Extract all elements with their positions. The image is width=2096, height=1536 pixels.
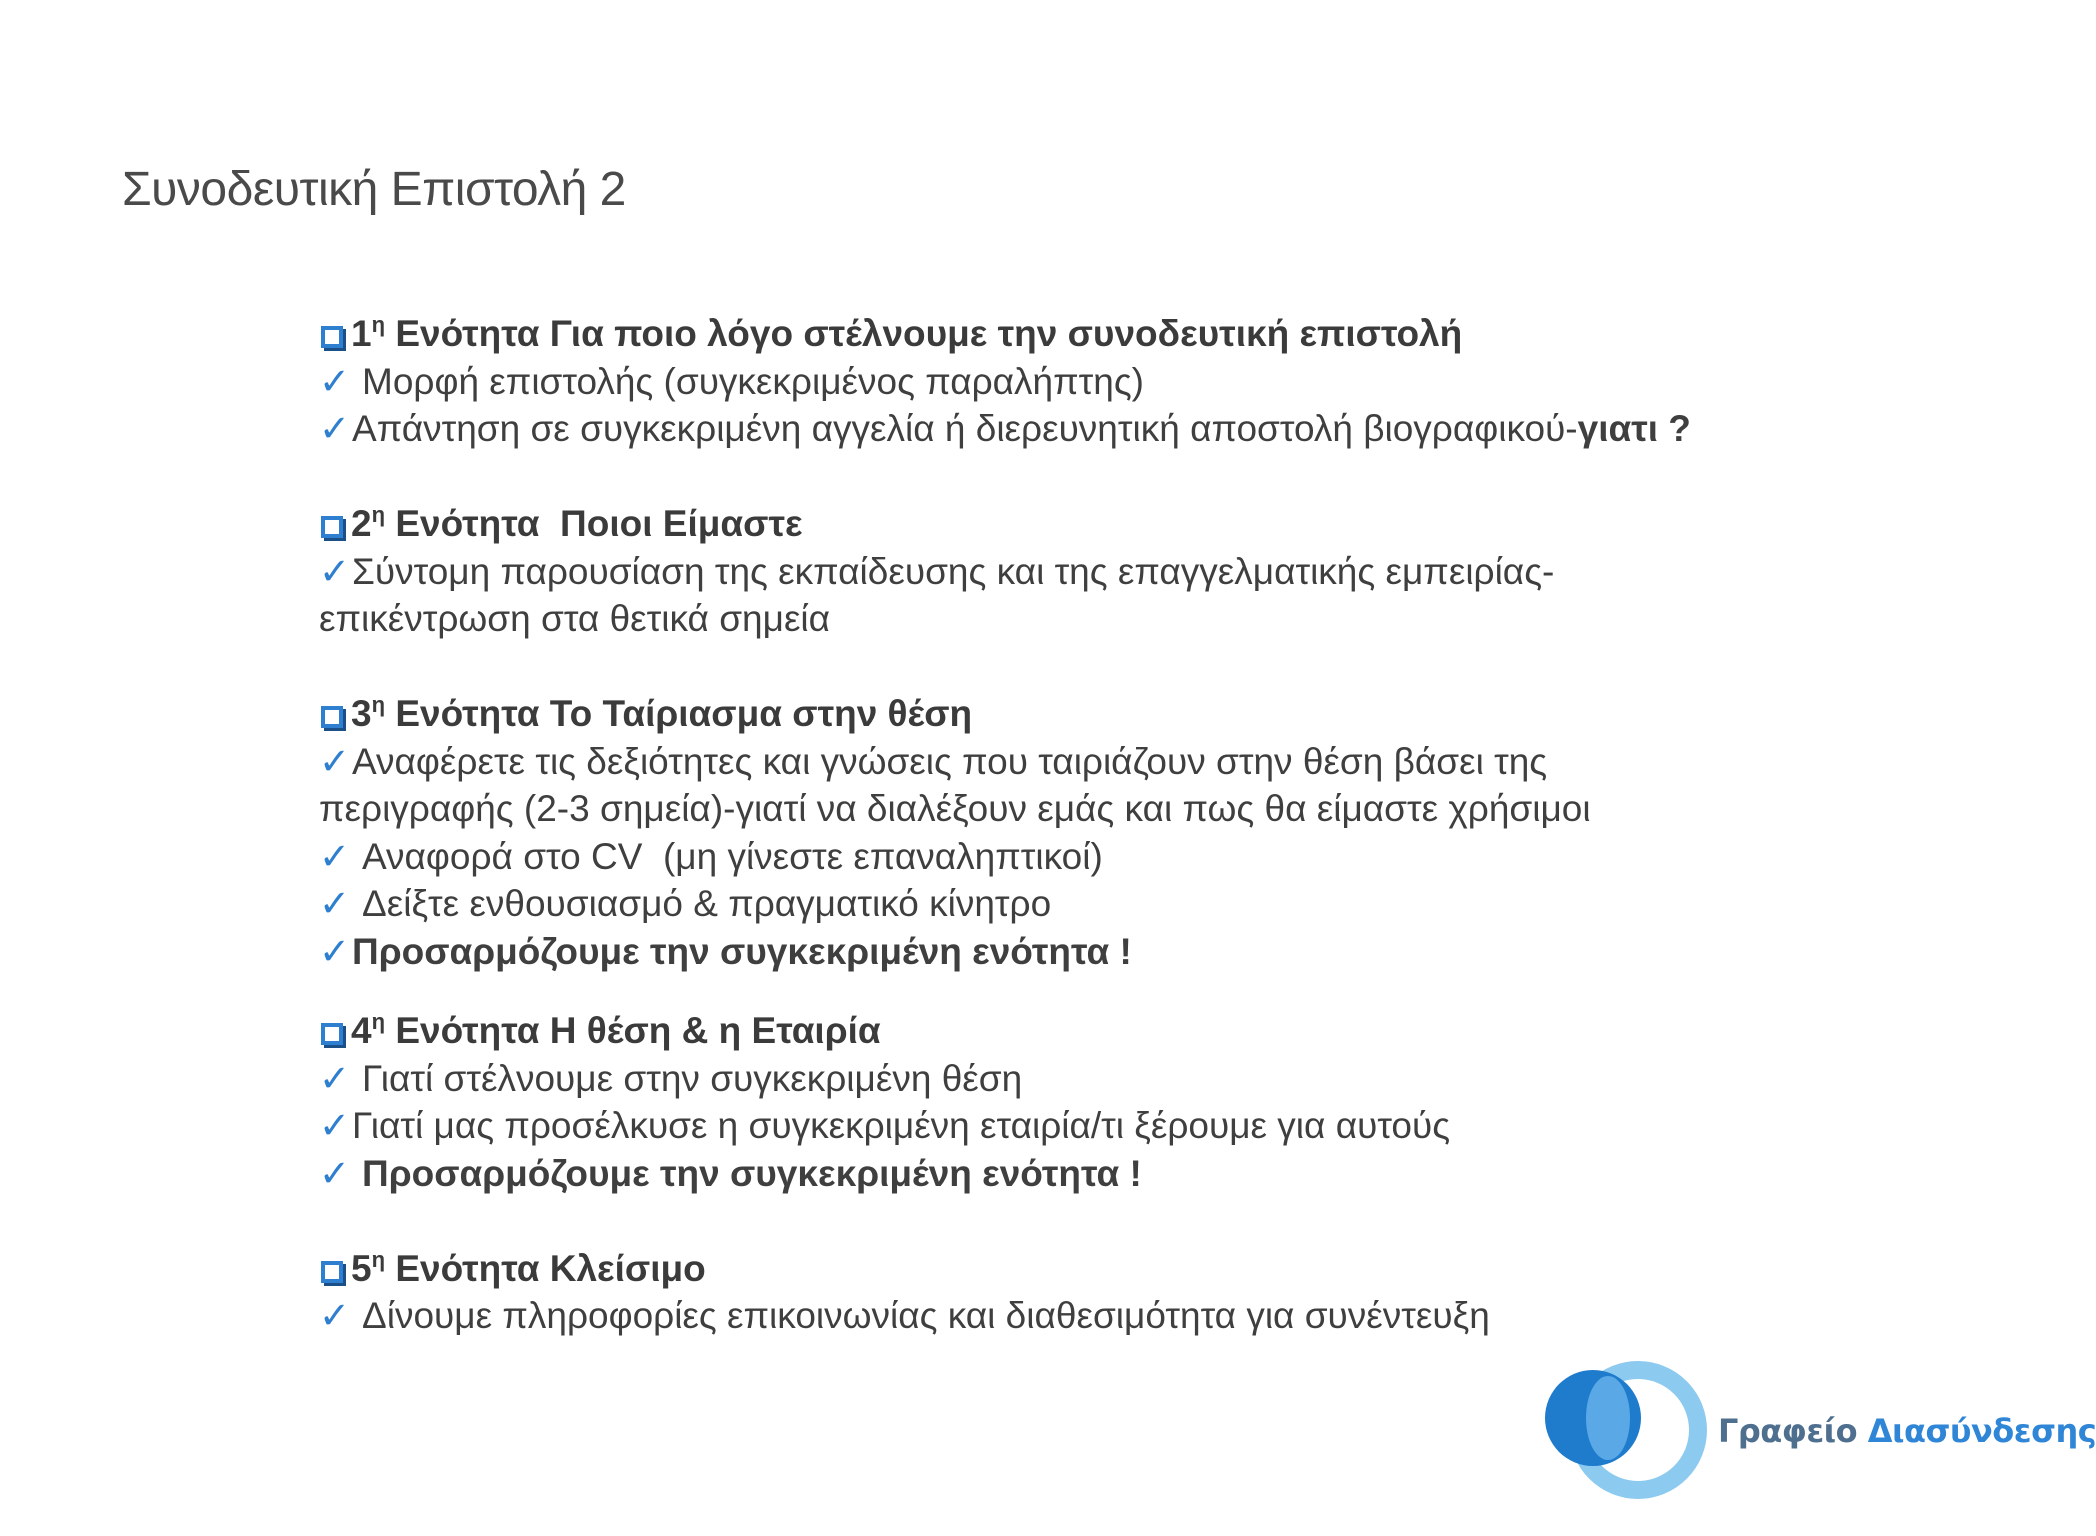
checkmark-icon: ✓ <box>319 835 351 877</box>
square-checkbox-icon <box>321 1261 343 1283</box>
spacer <box>319 453 1719 501</box>
section-heading-3 <box>319 690 1719 738</box>
section-number: 4 <box>351 1010 372 1051</box>
checkmark-icon: ✓ <box>319 740 351 782</box>
list-item-emphasis: Προσαρμόζουμε την συγκεκριμένη ενότητα ! <box>362 1152 1142 1194</box>
section-heading-4 <box>319 1007 1719 1055</box>
checkmark-icon: ✓ <box>319 883 351 924</box>
checkmark-icon: ✓ <box>319 360 351 402</box>
section-number: 1 <box>351 313 372 354</box>
section-ordinal-suffix: η <box>371 1246 386 1272</box>
square-checkbox-icon <box>321 326 343 348</box>
checkmark-icon: ✓ <box>319 1295 351 1336</box>
section-heading-text: Ενότητα Για ποιο λόγο στέλνουμε την συνοδευτική επιστολή <box>395 313 1463 354</box>
section-heading-1 <box>319 310 1719 358</box>
section-number: 5 <box>351 1247 372 1289</box>
list-item <box>319 1055 1719 1103</box>
list-item-text: Γιατί στέλνουμε στην συγκεκριμένη θέση <box>362 1057 1023 1099</box>
slide-title: Συνοδευτική Επιστολή 2 <box>122 163 626 216</box>
section-number: 2 <box>351 503 372 544</box>
list-item-text: Δίνουμε πληροφορίες επικοινωνίας και διαθεσιμότητα για συνέντευξη <box>362 1295 1490 1336</box>
list-item-text: Αναφορά στο CV (μη γίνεστε επαναληπτικοί) <box>362 835 1103 877</box>
list-item <box>319 738 1719 833</box>
list-item-text: Δείξτε ενθουσιασμό & πραγματικό κίνητρο <box>362 883 1052 924</box>
list-item <box>319 928 1719 976</box>
list-item-text: Απάντηση σε συγκεκριμένη αγγελία ή διερευνητική αποστολή βιογραφικού- <box>352 408 1578 449</box>
slide-content <box>319 310 1719 1340</box>
spacer <box>319 643 1719 691</box>
section-ordinal-suffix: η <box>371 1009 386 1034</box>
list-item <box>319 548 1719 643</box>
section-heading-text: Ενότητα Κλείσιμο <box>395 1247 706 1289</box>
logo-word-2: Διασύνδεσης <box>1867 1412 2096 1450</box>
list-item <box>319 880 1719 928</box>
logo-word-1: Γραφείο <box>1718 1412 1858 1450</box>
logo-circles-icon <box>1538 1360 1708 1500</box>
section-number: 3 <box>351 693 372 734</box>
section-heading-text: Ενότητα Η θέση & η Εταιρία <box>395 1010 881 1051</box>
logo <box>1538 1360 2096 1500</box>
section-heading-5 <box>319 1245 1719 1293</box>
checkmark-icon: ✓ <box>319 1057 351 1099</box>
list-item-text: Γιατί μας προσέλκυσε η συγκεκριμένη εταιρία/τι ξέρουμε για αυτούς <box>352 1105 1451 1146</box>
section-heading-text: Ενότητα Το Ταίριασμα στην θέση <box>395 693 973 734</box>
list-item-text: Μορφή επιστολής (συγκεκριμένος παραλήπτης) <box>362 360 1144 402</box>
checkmark-icon: ✓ <box>319 1152 351 1194</box>
logo-text <box>1718 1412 2096 1450</box>
section-ordinal-suffix: η <box>371 692 386 717</box>
checkmark-icon: ✓ <box>319 550 351 592</box>
square-checkbox-icon <box>321 706 343 728</box>
checkmark-icon: ✓ <box>319 408 351 449</box>
section-heading-2 <box>319 500 1719 548</box>
list-item-emphasis: γιατι ? <box>1577 408 1691 449</box>
list-item-text: Αναφέρετε τις δεξιότητες και γνώσεις που ταιριάζουν στην θέση βάσει της περιγραφής (2-3 σημεία)-γιατί να διαλέξουν εμάς και πως θα είμαστε χρήσιμοι <box>319 740 1591 829</box>
list-item <box>319 405 1719 453</box>
checkmark-icon: ✓ <box>319 930 351 972</box>
list-item-text: Σύντομη παρουσίαση της εκπαίδευσης και της επαγγελματικής εμπειρίας-επικέντρωση στα θετικά σημεία <box>319 550 1555 639</box>
list-item-emphasis: Προσαρμόζουμε την συγκεκριμένη ενότητα ! <box>352 930 1132 972</box>
spacer <box>319 975 1719 1007</box>
square-checkbox-icon <box>321 1023 343 1045</box>
checkmark-icon: ✓ <box>319 1105 351 1146</box>
list-item <box>319 358 1719 406</box>
list-item <box>319 1292 1719 1340</box>
list-item <box>319 833 1719 881</box>
section-ordinal-suffix: η <box>371 312 386 337</box>
spacer <box>319 1197 1719 1245</box>
square-checkbox-icon <box>321 516 343 538</box>
section-heading-text: Ενότητα Ποιοι Είμαστε <box>395 503 803 544</box>
section-ordinal-suffix: η <box>371 502 386 527</box>
list-item <box>319 1102 1719 1150</box>
list-item <box>319 1150 1719 1198</box>
